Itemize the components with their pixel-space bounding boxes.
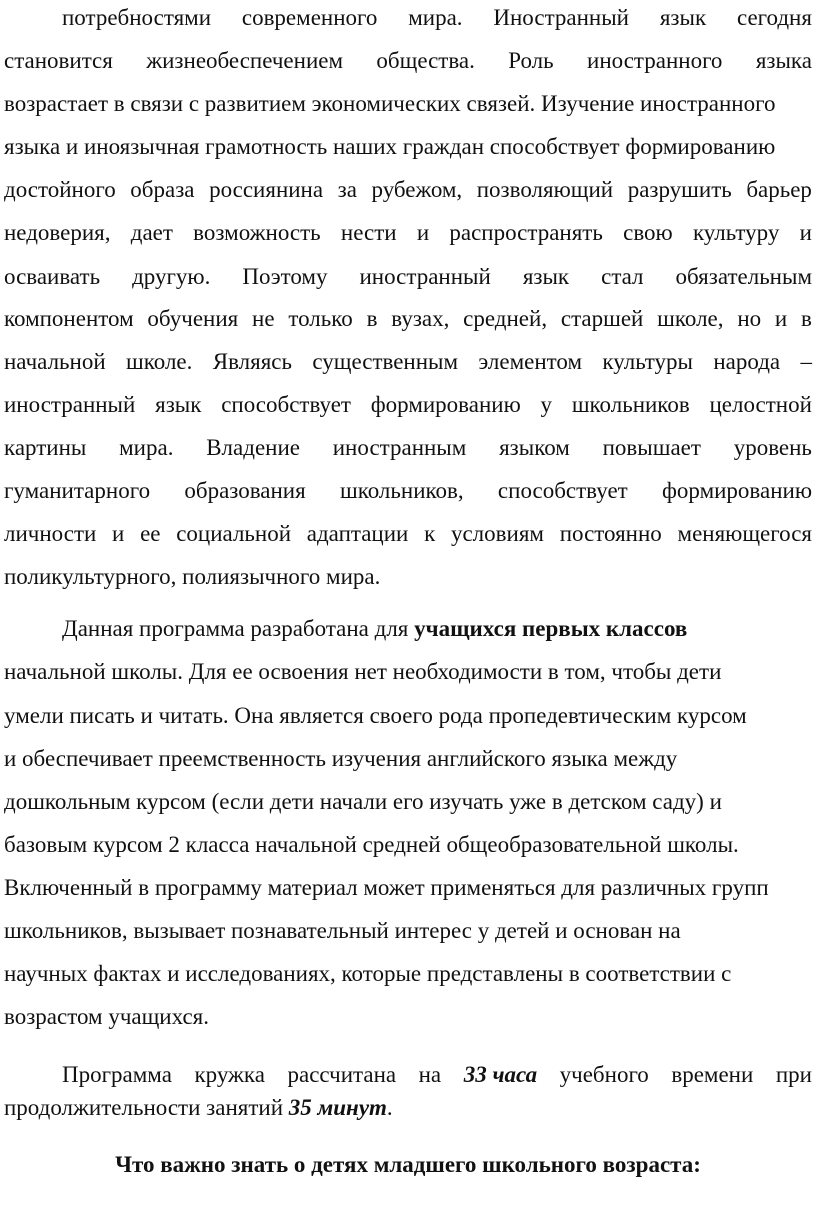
paragraph-line: Включенный в программу материал может применяться для различных групп xyxy=(4,875,769,900)
paragraph-line xyxy=(4,435,812,461)
word: способствует xyxy=(497,478,628,503)
word: но xyxy=(737,306,762,331)
word: Поэтому xyxy=(242,264,328,289)
word: сегодня xyxy=(736,5,812,30)
word: школе, xyxy=(657,306,724,331)
word: рубежом, xyxy=(371,177,463,202)
word: и xyxy=(112,521,125,546)
paragraph-line xyxy=(4,349,812,375)
word: иностранный xyxy=(4,392,136,417)
word: меняющегося xyxy=(677,521,812,546)
word: повышает xyxy=(602,435,701,460)
word: распространять xyxy=(449,220,603,245)
word: языка xyxy=(755,48,812,73)
word: возрастает в связи с развитием экономических связей. Изучение иностранного xyxy=(4,91,776,116)
paragraph-line: Программа кружка рассчитана на 33 часа учебного времени при xyxy=(62,1062,812,1087)
paragraph-line xyxy=(62,5,812,31)
word: средней, xyxy=(463,306,548,331)
word: способствует xyxy=(221,392,351,417)
word: дает xyxy=(130,220,173,245)
paragraph-line xyxy=(4,392,812,418)
paragraph-line xyxy=(4,48,812,74)
word: Являясь xyxy=(212,349,292,374)
word: – xyxy=(800,349,812,374)
paragraph-line xyxy=(4,91,812,117)
word: Роль xyxy=(508,48,554,73)
word: россиянина xyxy=(209,177,324,202)
word: в xyxy=(366,306,378,331)
word: существенным xyxy=(312,349,459,374)
word: язык xyxy=(155,392,202,417)
paragraph-line xyxy=(4,521,812,547)
paragraph-line: умели писать и читать. Она является своего рода пропедевтическим курсом xyxy=(4,703,747,728)
word: старшей xyxy=(560,306,644,331)
word: язык xyxy=(659,5,707,30)
word: формированию xyxy=(662,478,812,503)
word: свою xyxy=(623,220,673,245)
word: и xyxy=(416,220,430,245)
paragraph-line: продолжительности занятий 35 минут. xyxy=(4,1095,393,1120)
word: личности xyxy=(4,521,97,546)
paragraph-line xyxy=(4,134,812,160)
duration-value: 35 минут xyxy=(288,1095,387,1120)
word: только xyxy=(288,306,353,331)
word: иностранный xyxy=(359,264,491,289)
word: иностранного xyxy=(587,48,723,73)
word: языка и иноязычная грамотность наших граждан способствует формированию xyxy=(4,134,776,159)
word: у xyxy=(540,392,553,417)
word: школьников xyxy=(571,392,690,417)
word: осваивать xyxy=(4,264,101,289)
word: культуры xyxy=(602,349,694,374)
paragraph-line: Данная программа разработана для учащихся первых классов xyxy=(62,616,688,641)
word: недоверия, xyxy=(4,220,111,245)
word: иностранным xyxy=(332,435,467,460)
paragraph-line: научных фактах и исследованиях, которые представлены в соответствии с xyxy=(4,961,732,986)
word: образования xyxy=(184,478,306,503)
paragraph-line: возрастом учащихся. xyxy=(4,1004,209,1029)
word: уровень xyxy=(733,435,812,460)
word: целостной xyxy=(709,392,812,417)
word: поликультурного, полиязычного мира. xyxy=(4,564,381,589)
word: адаптации xyxy=(306,521,409,546)
word: становится xyxy=(4,48,113,73)
paragraph-line: школьников, вызывает познавательный интерес у детей и основан на xyxy=(4,918,681,943)
word: школе. xyxy=(126,349,193,374)
word: вузах, xyxy=(391,306,450,331)
word: формированию xyxy=(370,392,521,417)
word: языком xyxy=(499,435,570,460)
word: потребностями xyxy=(62,5,212,30)
word: достойного xyxy=(4,177,116,202)
word: и xyxy=(799,220,812,245)
paragraph-line xyxy=(4,264,812,290)
paragraph-line xyxy=(4,220,812,246)
word: образа xyxy=(130,177,195,202)
word: культуру xyxy=(692,220,780,245)
word: не xyxy=(252,306,275,331)
word: обучения xyxy=(147,306,239,331)
word: барьер xyxy=(746,177,812,202)
hours-value: 33 часа xyxy=(463,1062,538,1087)
word: современного xyxy=(241,5,378,30)
word: социальной xyxy=(176,521,292,546)
paragraph-line xyxy=(4,478,812,504)
word: школьников, xyxy=(340,478,464,503)
word: в xyxy=(801,306,812,331)
word: элементом xyxy=(478,349,583,374)
word: Владение xyxy=(206,435,300,460)
paragraph-line xyxy=(4,564,812,590)
target-audience: учащихся первых классов xyxy=(414,616,688,641)
word: к xyxy=(424,521,436,546)
word: разрушить xyxy=(627,177,732,202)
word: постоянно xyxy=(559,521,662,546)
paragraph-line: начальной школы. Для ее освоения нет необходимости в том, чтобы дети xyxy=(4,659,722,684)
word: стал xyxy=(601,264,644,289)
word: мира. xyxy=(408,5,463,30)
paragraph-line: базовым курсом 2 класса начальной средней общеобразовательной школы. xyxy=(4,832,739,857)
section-heading: Что важно знать о детях младшего школьного возраста: xyxy=(115,1152,701,1177)
word: народа xyxy=(713,349,781,374)
paragraph-line: дошкольным курсом (если дети начали его изучать уже в детском саду) и xyxy=(4,789,722,814)
word: общества. xyxy=(376,48,475,73)
word: ее xyxy=(140,521,161,546)
word: жизнеобеспечением xyxy=(146,48,344,73)
word: за xyxy=(337,177,357,202)
word: мира. xyxy=(119,435,174,460)
paragraph-line xyxy=(4,306,812,332)
word: и xyxy=(774,306,788,331)
paragraph-line: и обеспечивает преемственность изучения английского языка между xyxy=(4,746,678,771)
word: другую. xyxy=(132,264,211,289)
word: условиям xyxy=(450,521,544,546)
word: гуманитарного xyxy=(4,478,151,503)
word: картины xyxy=(4,435,87,460)
word: компонентом xyxy=(4,306,134,331)
word: начальной xyxy=(4,349,106,374)
word: позволяющий xyxy=(476,177,614,202)
paragraph-line xyxy=(4,177,812,203)
word: возможность xyxy=(193,220,321,245)
word: обязательным xyxy=(675,264,812,289)
word: Иностранный xyxy=(493,5,629,30)
word: язык xyxy=(522,264,570,289)
word: нести xyxy=(340,220,397,245)
